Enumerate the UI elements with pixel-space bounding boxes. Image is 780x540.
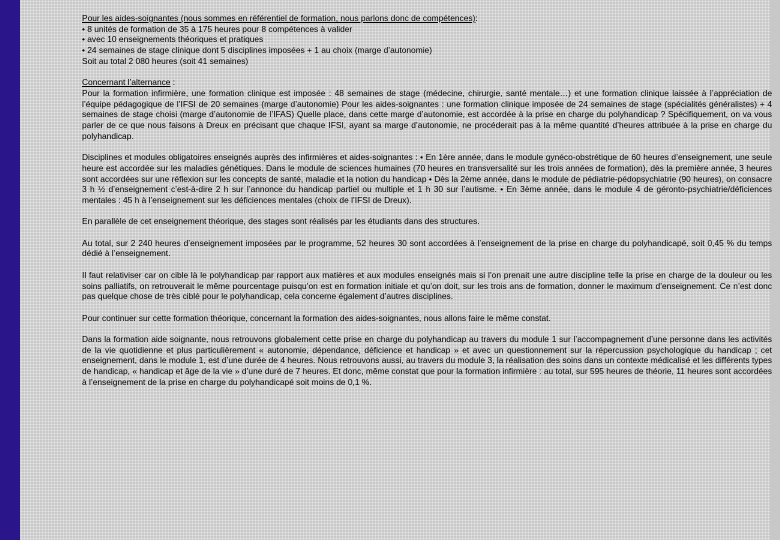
paragraph-disciplines: Disciplines et modules obligatoires enseignés auprès des infirmières et aides-soignantes : • En 1ère année, dans le module gynéco-obstrétique de 60 heures d’enseignement, une seule heure est accordée sur les maladies génétiques. Dans le module de sciences humaines (70 heures en transversalité sur les trois années de formation), dès la première année, 3 heures sont accordées sur une réflexion sur les concepts de santé, maladie et la notion du handicap • Dès la 2ème année, dans le module de pédiatrie-pédopsychiatrie (90 heures), on consacre 3 h ½ d’enseignement c’est-à-dire 2 h sur l’annonce du handicap partiel ou multiple et 1 h 30 sur l’autisme. • En 3ème année, dans le module 4 de géronto-psychiatrie/déficiences mentales : 45 h à l’enseignement sur les déficiences mentales (choix de l’IFSI de Dreux).	[82, 152, 772, 205]
left-border	[0, 0, 20, 540]
paragraph-aides-soignantes-summary: Pour les aides-soignantes (nous sommes en référentiel de formation, nous parlons donc de compétences): • 8 unités de formation de 35 à 175 heures pour 8 compétences à valider • avec 10 enseignements théoriques et pratiques • 24 semaines de stage clinique dont 5 disciplines imposées + 1 au choix (marge d’autonomie) Soit au total 2 080 heures (soit 41 semaines)	[82, 13, 772, 67]
heading-alternance: Concernant l’alternance	[82, 77, 171, 88]
list-item: • avec 10 enseignements théoriques et pratiques	[82, 34, 264, 45]
alternance-text: Pour la formation infirmière, une formation clinique est imposée : 48 semaines de stage (médecine, chirurgie, santé mentale…) et une formation clinique laissée à l’appréciation de l’équipe pédagogique de l’IFSI de 20 semaines (marge d’autonomie) Pour les aides-soignantes : une formation clinique imposée de 24 semaines de stage (spécialités généralistes) + 4 semaines de stage choisi (marge d’autonomie de l’IFAS) Quelle place, dans cette marge d’autonomie, est accordée à la prise en charge du polyhandicap ? Spécifiquement, on va vous parler de ce que nous faisons à Dreux en précisant que chaque IFSI, ayant sa marge d’autonomie, ne procéderait pas à la même quantité d’heures attribuée à la prise en charge du polyhandicap.	[82, 87, 772, 141]
paragraph-formation-aide-soignante: Dans la formation aide soignante, nous retrouvons globalement cette prise en charge du polyhandicap au travers du module 1 sur l’accompagnement d’une personne dans les activités de la vie quotidienne et plus particulièrement « autonomie, dépendance, déficience et handicap » et avec un questionnement sur la répercussion psychologique du handicap ; cet enseignement, dans le module 1, est d’une durée de 4 heures. Nous retrouvons aussi, au travers du module 3, la réalisation des soins dans un contexte médicalisé et les différents types de handicap, « handicap et âge de la vie » d’une duré de 7 heures. Et donc, même constat que pour la formation infirmière : au total, sur 595 heures de théorie, 11 heures sont accordées à l’enseignement de la prise en charge du polyhandicapé soit moins de 0,1 %.	[82, 333, 772, 387]
list-item: • 8 unités de formation de 35 à 175 heures pour 8 compétences à valider	[82, 23, 353, 34]
paragraph-continuer: Pour continuer sur cette formation théorique, concernant la formation des aides-soignantes, nous allons faire le même constat.	[82, 312, 551, 323]
list-item: • 24 semaines de stage clinique dont 5 disciplines imposées + 1 au choix (marge d’autonomie)	[82, 45, 432, 56]
paragraph-alternance: Concernant l’alternance : Pour la formation infirmière, une formation clinique est imposée : 48 semaines de stage (médecine, chirurgie, santé mentale…) et une formation clinique laissée à l’appréciation de l’équipe pédagogique de l’IFSI de 20 semaines (marge d’autonomie) Pour les aides-soignantes : une formation clinique imposée de 24 semaines de stage (spécialités généralistes) + 4 semaines de stage choisi (marge d’autonomie de l’IFAS) Quelle place, dans cette marge d’autonomie, est accordée à la prise en charge du polyhandicap ? Spécifiquement, on va vous parler de ce que nous faisons à Dreux en précisant que chaque IFSI, ayant sa marge d’autonomie, ne procéderait pas à la même quantité d’heures attribuée à la prise en charge du polyhandicap.	[82, 77, 772, 141]
document-body	[82, 13, 772, 537]
total-line: Soit au total 2 080 heures (soit 41 semaines)	[82, 55, 249, 66]
paragraph-stages: En parallèle de cet enseignement théorique, des stages sont réalisés par les étudiants dans des structures.	[82, 216, 480, 227]
paragraph-total-hours: Au total, sur 2 240 heures d’enseignement imposées par le programme, 52 heures 30 sont accordées à l’enseignement de la prise en charge du polyhandicapé, soit 0,45 % du temps dédié à l’enseignement.	[82, 237, 772, 259]
heading-aides-soignantes: Pour les aides-soignantes (nous sommes en référentiel de formation, nous parlons donc de compétences)	[82, 13, 476, 23]
paragraph-relativiser: Il faut relativiser car on cible là le polyhandicap par rapport aux matières et aux modules enseignés mais si l’on prenait une autre discipline telle la prise en charge de la douleur ou les soins palliatifs, on retrouverait le même pourcentage puisqu’on est en formation initiale et qu’on doit, sur les trois ans de formation, donner le maximum d’enseignement. Ce n’est donc pas quelque chose de très ciblé pour le polyhandicap, cela concerne également d’autres disciplines.	[82, 269, 772, 302]
